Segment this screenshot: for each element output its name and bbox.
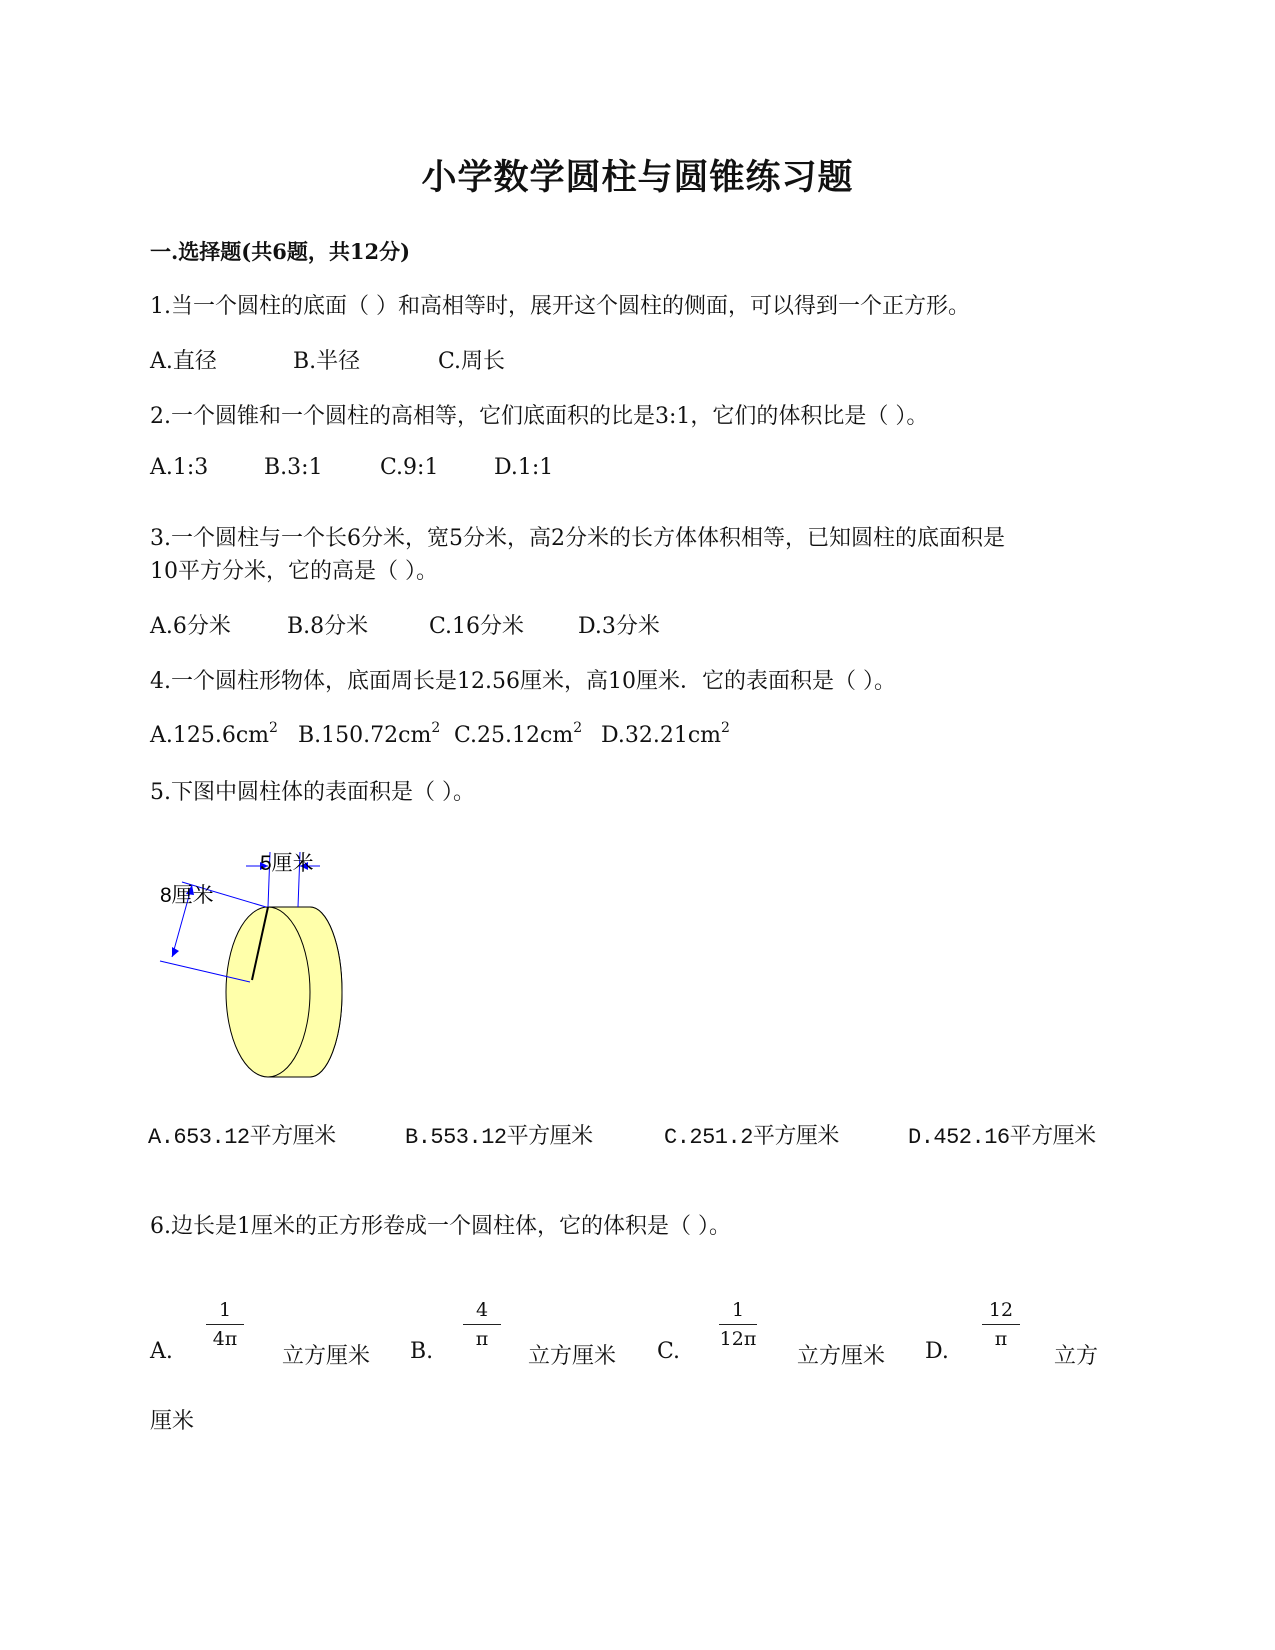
question-3-text-line1: 3.一个圆柱与一个长6分米，宽5分米，高2分米的长方体体积相等，已知圆柱的底面积是	[150, 526, 1005, 551]
q4-option-a: $A.125.6cm^2$	[150, 720, 278, 748]
q3-option-a: A.6分米	[150, 614, 231, 639]
radius-label: 8厘米	[160, 884, 214, 907]
q3-option-c: C.16分米	[429, 614, 525, 639]
q4-option-d: $D.32.21cm^2$	[601, 720, 730, 748]
q1-option-a: A.直径	[150, 349, 217, 374]
q6-option-b-fraction: 4 π	[457, 1298, 507, 1351]
q6-option-a-letter: A.	[150, 1339, 173, 1364]
q5-option-a: A.653.12平方厘米	[148, 1125, 336, 1150]
q1-option-c: C.周长	[438, 349, 506, 374]
q3-option-d: D.3分米	[578, 614, 660, 639]
q6-option-c-letter: C.	[657, 1339, 681, 1364]
q4-option-c: $C.25.12cm^2$	[454, 720, 583, 748]
question-4-text: 4.一个圆柱形物体，底面周长是12.56厘米，高10厘米．它的表面积是（ ）。	[150, 669, 896, 694]
q6-option-c-unit: 立方厘米	[797, 1344, 886, 1369]
cylinder-figure	[150, 850, 350, 1080]
page-title: 小学数学圆柱与圆锥练习题	[421, 157, 854, 198]
radius-arrow-bottom	[172, 947, 179, 957]
question-2-text: 2.一个圆锥和一个圆柱的高相等，它们底面积的比是3:1，它们的体积比是（ ）。	[150, 404, 929, 429]
question-5-text: 5.下图中圆柱体的表面积是（ ）。	[150, 780, 475, 805]
q2-option-a: A.1:3	[150, 455, 209, 480]
q1-option-b: B.半径	[293, 349, 361, 374]
q4-option-b: $B.150.72cm^2$	[298, 720, 441, 748]
width-label: 5厘米	[260, 852, 314, 875]
q6-option-d-fraction: 12 π	[976, 1298, 1026, 1351]
cylinder-front-face	[226, 907, 310, 1077]
q2-option-c: C.9:1	[380, 455, 439, 480]
q6-option-a-unit: 立方厘米	[282, 1344, 371, 1369]
q5-option-d: D.452.16平方厘米	[908, 1125, 1096, 1150]
q6-option-d-unit: 立方	[1054, 1344, 1099, 1369]
q6-option-a-fraction: 1 4π	[200, 1298, 250, 1351]
q5-option-b: B.553.12平方厘米	[405, 1125, 593, 1150]
q2-option-b: B.3:1	[264, 455, 323, 480]
q6-option-c-fraction: 1 12π	[719, 1299, 757, 1350]
q5-option-c: C.251.2平方厘米	[664, 1125, 839, 1150]
q3-option-b: B.8分米	[287, 614, 369, 639]
question-3-text-line2: 10平方分米，它的高是（ ）。	[150, 559, 438, 584]
q2-option-d: D.1:1	[494, 455, 554, 480]
q6-option-b-letter: B.	[410, 1339, 434, 1364]
section-heading: 一.选择题(共6题，共12分)	[150, 239, 411, 264]
question-6-text: 6.边长是1厘米的正方形卷成一个圆柱体，它的体积是（ ）。	[150, 1214, 731, 1239]
q6-wrap-text: 厘米	[150, 1409, 195, 1434]
question-1-text: 1.当一个圆柱的底面（ ）和高相等时，展开这个圆柱的侧面，可以得到一个正方形。	[150, 294, 970, 319]
q6-option-b-unit: 立方厘米	[528, 1344, 617, 1369]
q6-option-d-letter: D.	[925, 1339, 949, 1364]
